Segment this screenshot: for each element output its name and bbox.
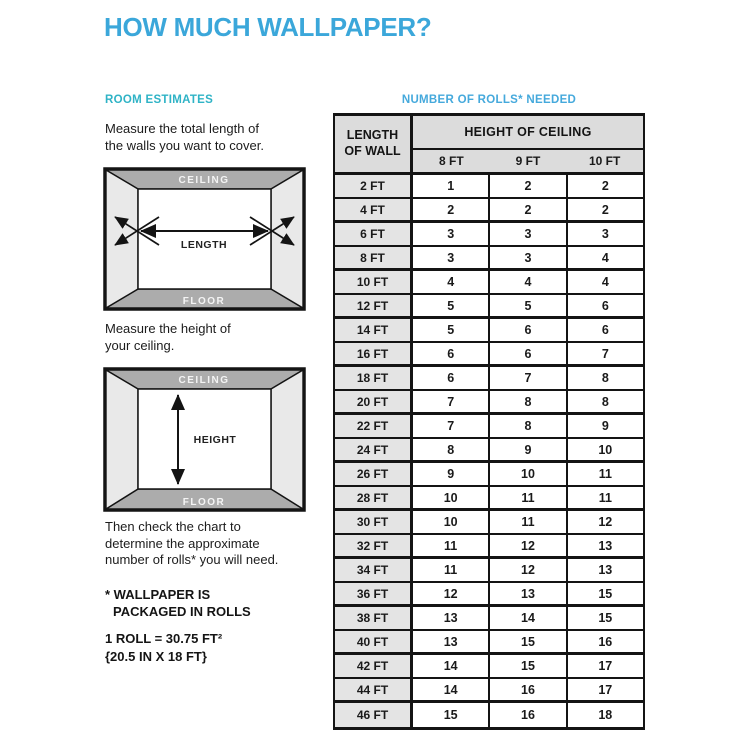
wall-length-label: 10 FT [335, 271, 413, 293]
roll-count-cell: 15 [568, 583, 643, 604]
roll-count-cell: 3 [568, 223, 643, 245]
roll-count-cell: 15 [490, 655, 567, 677]
roll-count-cell: 2 [568, 175, 643, 197]
roll-count-cell: 16 [568, 631, 643, 652]
roll-count-cell: 18 [568, 703, 643, 727]
roll-count-cell: 14 [413, 655, 490, 677]
room-length-diagram [103, 167, 306, 311]
roll-count-cell: 13 [413, 631, 490, 652]
roll-count-cell: 12 [568, 511, 643, 533]
roll-count-cell: 4 [568, 247, 643, 268]
roll-size-line: 1 ROLL = 30.75 FT² [105, 631, 223, 646]
roll-count-cell: 2 [490, 199, 567, 220]
roll-count-cell: 13 [568, 559, 643, 581]
table-row [335, 511, 643, 535]
wall-length-label: 30 FT [335, 511, 413, 533]
wall-length-label: 36 FT [335, 583, 413, 604]
right-wall-panel [271, 370, 303, 509]
table-row [335, 439, 643, 463]
wall-length-label: 26 FT [335, 463, 413, 485]
roll-count-cell: 4 [490, 271, 567, 293]
table-row [335, 415, 643, 439]
roll-count-cell: 13 [568, 535, 643, 556]
roll-count-cell: 15 [568, 607, 643, 629]
wall-length-label: 22 FT [335, 415, 413, 437]
ceiling-label: CEILING [178, 375, 230, 386]
table-row [335, 583, 643, 607]
column-header-10ft: 10 FT [566, 150, 643, 172]
table-row [335, 247, 643, 271]
roll-count-cell: 2 [568, 199, 643, 220]
left-wall-panel [106, 170, 138, 308]
table-row [335, 319, 643, 343]
wall-length-label: 16 FT [335, 343, 413, 364]
wall-length-label: 34 FT [335, 559, 413, 581]
roll-count-cell: 17 [568, 679, 643, 700]
roll-count-cell: 11 [490, 511, 567, 533]
table-row [335, 199, 643, 223]
roll-count-cell: 9 [490, 439, 567, 460]
roll-count-cell: 11 [490, 487, 567, 508]
wall-length-label: 24 FT [335, 439, 413, 460]
instruction-line: the walls you want to cover. [105, 137, 264, 153]
roll-count-cell: 12 [490, 535, 567, 556]
row-header-line: LENGTH [346, 128, 399, 143]
table-row [335, 655, 643, 679]
roll-count-cell: 11 [413, 559, 490, 581]
roll-count-cell: 8 [490, 415, 567, 437]
column-header-9ft: 9 FT [490, 150, 567, 172]
wall-length-label: 20 FT [335, 391, 413, 412]
table-row [335, 559, 643, 583]
roll-count-cell: 3 [490, 223, 567, 245]
wall-length-label: 8 FT [335, 247, 413, 268]
wall-length-label: 18 FT [335, 367, 413, 389]
roll-count-cell: 6 [413, 367, 490, 389]
roll-count-cell: 4 [568, 271, 643, 293]
table-row [335, 703, 643, 727]
roll-count-cell: 15 [413, 703, 490, 727]
roll-count-cell: 7 [568, 343, 643, 364]
roll-count-cell: 17 [568, 655, 643, 677]
roll-count-cell: 3 [413, 223, 490, 245]
wall-length-label: 14 FT [335, 319, 413, 341]
roll-count-cell: 10 [568, 439, 643, 460]
roll-count-cell: 6 [490, 343, 567, 364]
roll-count-cell: 7 [413, 415, 490, 437]
ceiling-label: CEILING [178, 175, 230, 186]
roll-count-cell: 16 [490, 679, 567, 700]
table-row [335, 391, 643, 415]
roll-count-cell: 8 [568, 391, 643, 412]
height-label: HEIGHT [193, 434, 237, 446]
roll-count-cell: 11 [568, 463, 643, 485]
wallpaper-packaging-footnote [105, 587, 325, 621]
roll-count-cell: 12 [490, 559, 567, 581]
instruction-line: number of rolls* you will need. [105, 552, 279, 568]
length-label: LENGTH [180, 239, 228, 251]
instruction-line: Then check the chart to [105, 519, 241, 534]
floor-label: FLOOR [182, 296, 226, 307]
roll-count-cell: 5 [413, 295, 490, 316]
instruction-line: Measure the height of [105, 321, 231, 336]
roll-count-cell: 4 [413, 271, 490, 293]
roll-count-cell: 5 [490, 295, 567, 316]
roll-count-cell: 13 [490, 583, 567, 604]
instruction-check-chart [105, 519, 330, 569]
instruction-measure-height [105, 321, 320, 354]
roll-count-cell: 3 [413, 247, 490, 268]
table-row [335, 175, 643, 199]
table-row [335, 535, 643, 559]
room-estimates-heading: ROOM ESTIMATES [105, 94, 214, 106]
table-header [335, 116, 643, 175]
column-header-8ft: 8 FT [413, 150, 490, 172]
room-height-diagram [103, 367, 306, 512]
rolls-needed-table [333, 113, 645, 730]
wall-length-label: 38 FT [335, 607, 413, 629]
roll-count-cell: 6 [490, 319, 567, 341]
roll-count-cell: 6 [413, 343, 490, 364]
roll-count-cell: 14 [413, 679, 490, 700]
column-group-header-height-of-ceiling: HEIGHT OF CEILING [413, 116, 643, 150]
roll-count-cell: 10 [490, 463, 567, 485]
wall-length-label: 46 FT [335, 703, 413, 727]
table-row [335, 295, 643, 319]
wall-length-label: 6 FT [335, 223, 413, 245]
roll-count-cell: 12 [413, 583, 490, 604]
table-row [335, 607, 643, 631]
roll-count-cell: 13 [413, 607, 490, 629]
roll-count-cell: 15 [490, 631, 567, 652]
wall-length-label: 40 FT [335, 631, 413, 652]
footnote-line: PACKAGED IN ROLLS [113, 603, 251, 619]
wall-length-label: 32 FT [335, 535, 413, 556]
roll-count-cell: 9 [568, 415, 643, 437]
roll-count-cell: 7 [490, 367, 567, 389]
roll-count-cell: 7 [413, 391, 490, 412]
roll-count-cell: 3 [490, 247, 567, 268]
wall-length-label: 28 FT [335, 487, 413, 508]
roll-count-cell: 6 [568, 319, 643, 341]
row-header-length-of-wall [335, 116, 413, 172]
wall-length-label: 4 FT [335, 199, 413, 220]
table-body [335, 175, 643, 727]
table-row [335, 271, 643, 295]
table-row [335, 631, 643, 655]
roll-count-cell: 11 [413, 535, 490, 556]
floor-label: FLOOR [182, 497, 226, 508]
roll-size-line: {20.5 IN X 18 FT} [105, 648, 207, 664]
roll-count-cell: 2 [413, 199, 490, 220]
rolls-needed-heading: NUMBER OF ROLLS* NEEDED [401, 94, 577, 106]
roll-size-info [105, 630, 325, 665]
instruction-measure-length [105, 121, 320, 154]
instruction-line: Measure the total length of [105, 121, 259, 136]
table-row [335, 487, 643, 511]
table-row [335, 343, 643, 367]
column-headers-row [413, 150, 643, 172]
instruction-line: determine the approximate [105, 535, 260, 551]
roll-count-cell: 5 [413, 319, 490, 341]
roll-count-cell: 1 [413, 175, 490, 197]
wall-length-label: 42 FT [335, 655, 413, 677]
roll-count-cell: 6 [568, 295, 643, 316]
roll-count-cell: 16 [490, 703, 567, 727]
roll-count-cell: 9 [413, 463, 490, 485]
instruction-line: your ceiling. [105, 337, 175, 353]
roll-count-cell: 14 [490, 607, 567, 629]
footnote-line: * WALLPAPER IS [105, 587, 211, 602]
wall-length-label: 44 FT [335, 679, 413, 700]
roll-count-cell: 11 [568, 487, 643, 508]
row-header-line: OF WALL [344, 144, 401, 158]
wall-length-label: 12 FT [335, 295, 413, 316]
roll-count-cell: 8 [413, 439, 490, 460]
left-wall-panel [106, 370, 138, 509]
roll-count-cell: 10 [413, 511, 490, 533]
roll-count-cell: 10 [413, 487, 490, 508]
roll-count-cell: 8 [490, 391, 567, 412]
roll-count-cell: 2 [490, 175, 567, 197]
table-row [335, 679, 643, 703]
roll-count-cell: 8 [568, 367, 643, 389]
table-row [335, 223, 643, 247]
wall-length-label: 2 FT [335, 175, 413, 197]
page-title: HOW MUCH WALLPAPER? [104, 12, 432, 42]
table-row [335, 463, 643, 487]
right-wall-panel [271, 170, 303, 308]
table-row [335, 367, 643, 391]
